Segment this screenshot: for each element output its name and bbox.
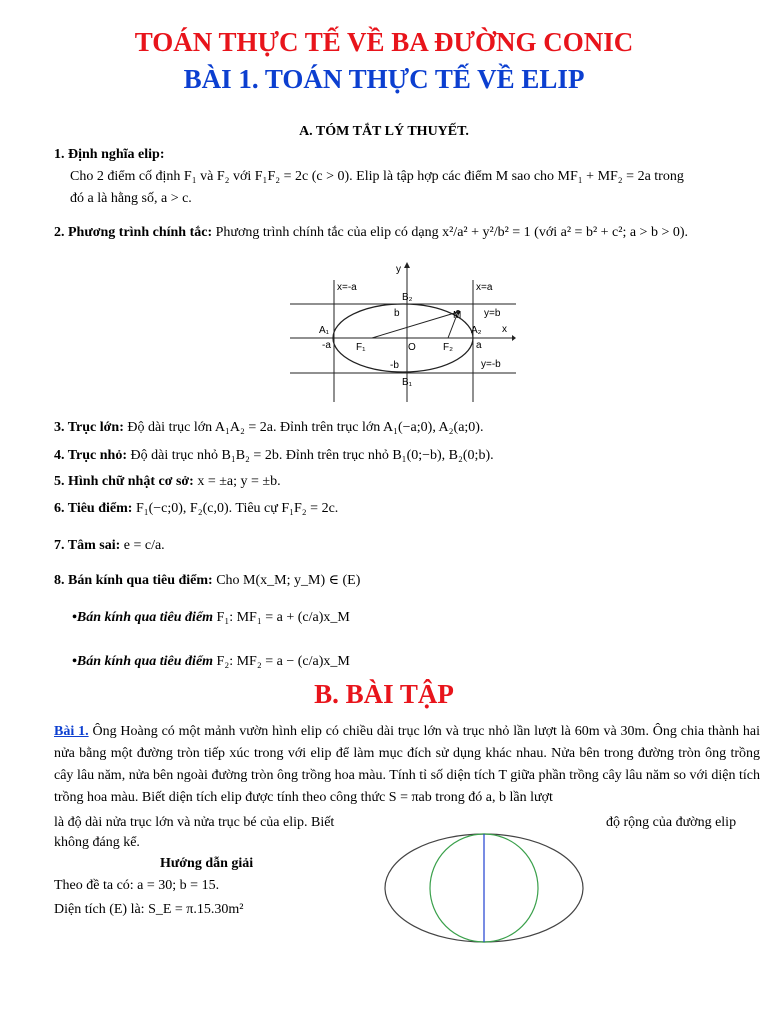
label-b1: B₁ xyxy=(402,377,413,388)
bullet-f2: •Bán kính qua tiêu điểm F₂: MF₂ = a − (c/a)x_M xyxy=(72,654,350,669)
item-3: 3. Trục lớn: Độ dài trục lớn A₁A₂ = 2a. Đỉnh trên trục lớn A₁(−a;0), A₂(a;0). xyxy=(54,420,484,435)
section-a-heading: A. TÓM TẮT LÝ THUYẾT. xyxy=(299,124,469,139)
item-7: 7. Tâm sai: e = c/a. xyxy=(54,538,165,553)
label-b: b xyxy=(394,308,400,319)
ellipse-figure xyxy=(290,260,516,405)
solution-line-2: Diện tích (E) là: S_E = π.15.30m² xyxy=(54,902,244,917)
label-o: O xyxy=(408,342,416,353)
item-1-body-1: Cho 2 điểm cố định F₁ và F₂ với F₁F₂ = 2c (c > 0). Elip là tập hợp các điểm M sao cho MF₁ + MF₂ = 2a trong xyxy=(70,169,684,184)
label-y-b: y=b xyxy=(484,308,501,319)
label-x-a: x=a xyxy=(476,282,493,293)
item-5: 5. Hình chữ nhật cơ sở: x = ±a; y = ±b. xyxy=(54,474,281,489)
item-1-body-2: đó a là hằng số, a > c. xyxy=(70,191,192,206)
solution-line-1: Theo đề ta có: a = 30; b = 15. xyxy=(54,878,220,893)
label-y-neg-b: y=-b xyxy=(481,359,501,370)
label-x-neg-a: x=-a xyxy=(337,282,357,293)
label-a2: A₂ xyxy=(471,325,482,336)
item-1-heading: 1. Định nghĩa elip: xyxy=(54,147,165,162)
label-m: M xyxy=(453,310,462,321)
item-4: 4. Trục nhỏ: Độ dài trục nhỏ B₁B₂ = 2b. Đỉnh trên trục nhỏ B₁(0;−b), B₂(0;b). xyxy=(54,448,494,463)
label-b2: B₂ xyxy=(402,292,413,303)
exercise-paragraph: Bài 1. Ông Hoàng có một mảnh vườn hình elip có chiều dài trục lớn và trục nhỏ lần lượt là 60m và 30m. Ông chia thành hai nửa bằng một đường tròn tiếp xúc trong với elip để làm mục đích sử dụng khác nhau. Nửa bên trong đường tròn ông trồng cây lâu năm, nửa bên ngoài đường tròn ông trồng hoa màu. Tính tỉ số diện tích T giữa phần trồng cây lâu năm so với diện tích trồng hoa màu. Biết diện tích elip được tính theo công thức S = πab trong đó a, b lần lượt xyxy=(54,724,761,805)
label-neg-b: -b xyxy=(390,360,399,371)
label-a: a xyxy=(476,340,482,351)
garden-figure xyxy=(380,830,588,946)
guide-heading: Hướng dẫn giải xyxy=(160,856,254,871)
exercise-line-a: là độ dài nửa trục lớn và nửa trục bé của elip. Biết xyxy=(54,815,335,830)
label-neg-a: -a xyxy=(322,340,331,351)
label-f2: F₂ xyxy=(443,342,453,353)
label-y: y xyxy=(396,264,401,275)
label-a1: A₁ xyxy=(319,325,330,336)
label-x: x xyxy=(502,324,507,335)
page-title: TOÁN THỰC TẾ VỀ BA ĐƯỜNG CONIC xyxy=(134,27,634,57)
item-2: 2. Phương trình chính tắc: Phương trình chính tắc của elip có dạng x²/a² + y²/b² = 1 (với a² = b² + c²; a > b > 0). xyxy=(54,225,689,240)
section-b-heading: B. BÀI TẬP xyxy=(314,679,454,709)
label-f1: F₁ xyxy=(356,342,366,353)
bullet-f1: •Bán kính qua tiêu điểm F₁: MF₁ = a + (c/a)x_M xyxy=(72,610,350,625)
item-6: 6. Tiêu điểm: F₁(−c;0), F₂(c,0). Tiêu cự F₁F₂ = 2c. xyxy=(54,501,339,516)
item-8: 8. Bán kính qua tiêu điểm: Cho M(x_M; y_M) ∈ (E) xyxy=(54,573,361,588)
lesson-title: BÀI 1. TOÁN THỰC TẾ VỀ ELIP xyxy=(183,64,585,94)
exercise-line-b: độ rộng của đường elip xyxy=(606,815,737,830)
exercise-line-c: không đáng kể. xyxy=(54,835,140,850)
exercise-label: Bài 1. xyxy=(54,724,89,739)
